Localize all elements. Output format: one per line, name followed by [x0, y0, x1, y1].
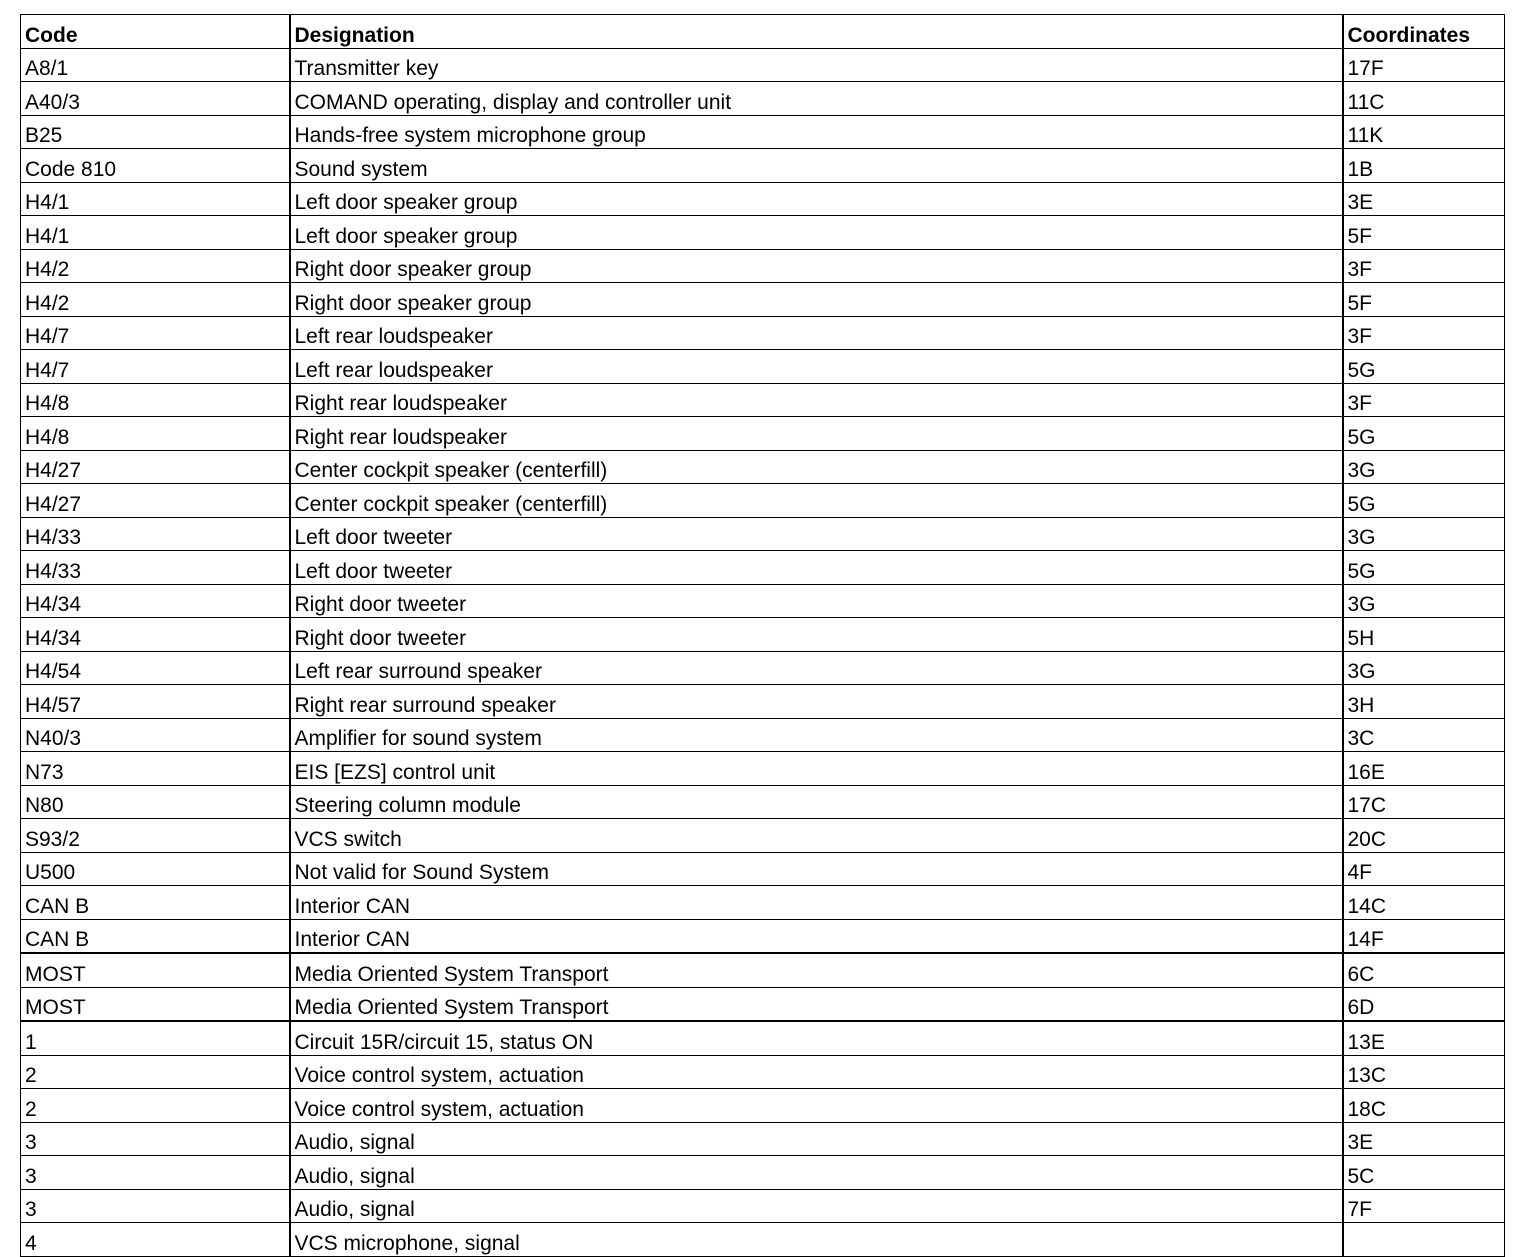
- table-row: [21, 819, 1505, 853]
- cell-code: 3: [21, 1156, 290, 1190]
- cell-code: B25: [21, 115, 290, 149]
- table-body: [21, 48, 1505, 1256]
- cell-coordinates: 5F: [1343, 216, 1505, 250]
- cell-designation: Left door tweeter: [290, 551, 1343, 585]
- cell-code: MOST: [21, 953, 290, 987]
- cell-designation: Steering column module: [290, 785, 1343, 819]
- cell-code: CAN B: [21, 919, 290, 953]
- cell-designation: Left rear loudspeaker: [290, 316, 1343, 350]
- cell-code: H4/33: [21, 517, 290, 551]
- cell-coordinates: 5G: [1343, 417, 1505, 451]
- cell-coordinates: 13E: [1343, 1021, 1505, 1055]
- table-row: [21, 1021, 1505, 1055]
- cell-code: Code 810: [21, 149, 290, 183]
- cell-designation: Right rear surround speaker: [290, 685, 1343, 719]
- cell-coordinates: 20C: [1343, 819, 1505, 853]
- table-row: [21, 149, 1505, 183]
- table-row: [21, 651, 1505, 685]
- cell-coordinates: 5H: [1343, 618, 1505, 652]
- cell-coordinates: 17C: [1343, 785, 1505, 819]
- cell-designation: Not valid for Sound System: [290, 852, 1343, 886]
- cell-code: H4/57: [21, 685, 290, 719]
- cell-code: H4/7: [21, 350, 290, 384]
- cell-code: H4/2: [21, 283, 290, 317]
- cell-designation: Left door speaker group: [290, 216, 1343, 250]
- cell-coordinates: 3H: [1343, 685, 1505, 719]
- cell-coordinates: 3G: [1343, 651, 1505, 685]
- cell-designation: Media Oriented System Transport: [290, 953, 1343, 987]
- table-row: [21, 1122, 1505, 1156]
- cell-coordinates: 14F: [1343, 919, 1505, 953]
- cell-code: N80: [21, 785, 290, 819]
- table-row: [21, 1055, 1505, 1089]
- cell-coordinates: 3G: [1343, 584, 1505, 618]
- table-row: [21, 350, 1505, 384]
- cell-coordinates: 5G: [1343, 484, 1505, 518]
- cell-designation: Voice control system, actuation: [290, 1055, 1343, 1089]
- cell-designation: Audio, signal: [290, 1189, 1343, 1223]
- table-row: [21, 216, 1505, 250]
- cell-code: H4/7: [21, 316, 290, 350]
- table-row: [21, 551, 1505, 585]
- cell-designation: Right door speaker group: [290, 283, 1343, 317]
- cell-designation: Audio, signal: [290, 1156, 1343, 1190]
- table-row: [21, 1223, 1505, 1257]
- cell-designation: VCS switch: [290, 819, 1343, 853]
- cell-code: N40/3: [21, 718, 290, 752]
- cell-coordinates: [1343, 1223, 1505, 1257]
- cell-designation: Interior CAN: [290, 886, 1343, 920]
- cell-code: A8/1: [21, 48, 290, 82]
- table-row: [21, 517, 1505, 551]
- table-row: [21, 283, 1505, 317]
- cell-designation: Circuit 15R/circuit 15, status ON: [290, 1021, 1343, 1055]
- cell-code: H4/1: [21, 216, 290, 250]
- cell-coordinates: 11K: [1343, 115, 1505, 149]
- table-row: [21, 417, 1505, 451]
- cell-code: N73: [21, 752, 290, 786]
- column-header-code: Code: [21, 15, 290, 49]
- cell-designation: Audio, signal: [290, 1122, 1343, 1156]
- table-row: [21, 82, 1505, 116]
- cell-designation: Amplifier for sound system: [290, 718, 1343, 752]
- cell-designation: Voice control system, actuation: [290, 1089, 1343, 1123]
- cell-designation: VCS microphone, signal: [290, 1223, 1343, 1257]
- cell-code: H4/34: [21, 618, 290, 652]
- cell-code: H4/27: [21, 484, 290, 518]
- cell-coordinates: 7F: [1343, 1189, 1505, 1223]
- cell-coordinates: 6D: [1343, 987, 1505, 1021]
- cell-code: 1: [21, 1021, 290, 1055]
- cell-designation: Center cockpit speaker (centerfill): [290, 484, 1343, 518]
- cell-code: H4/34: [21, 584, 290, 618]
- cell-designation: Transmitter key: [290, 48, 1343, 82]
- cell-coordinates: 16E: [1343, 752, 1505, 786]
- cell-designation: Left door tweeter: [290, 517, 1343, 551]
- cell-designation: Right door speaker group: [290, 249, 1343, 283]
- cell-code: 2: [21, 1089, 290, 1123]
- cell-coordinates: 3C: [1343, 718, 1505, 752]
- cell-code: H4/2: [21, 249, 290, 283]
- cell-code: H4/8: [21, 383, 290, 417]
- cell-code: H4/8: [21, 417, 290, 451]
- table-row: [21, 48, 1505, 82]
- cell-designation: Hands-free system microphone group: [290, 115, 1343, 149]
- cell-code: 4: [21, 1223, 290, 1257]
- table-header-row: [21, 15, 1505, 49]
- cell-coordinates: 3E: [1343, 1122, 1505, 1156]
- legend-table-container: [20, 14, 1504, 1257]
- table-row: [21, 953, 1505, 987]
- table-row: [21, 852, 1505, 886]
- cell-coordinates: 6C: [1343, 953, 1505, 987]
- cell-code: A40/3: [21, 82, 290, 116]
- table-row: [21, 685, 1505, 719]
- cell-coordinates: 3G: [1343, 450, 1505, 484]
- cell-coordinates: 11C: [1343, 82, 1505, 116]
- table-row: [21, 785, 1505, 819]
- table-row: [21, 718, 1505, 752]
- cell-designation: Left door speaker group: [290, 182, 1343, 216]
- cell-designation: Center cockpit speaker (centerfill): [290, 450, 1343, 484]
- cell-designation: Media Oriented System Transport: [290, 987, 1343, 1021]
- table-row: [21, 987, 1505, 1021]
- cell-designation: Right door tweeter: [290, 618, 1343, 652]
- cell-coordinates: 3E: [1343, 182, 1505, 216]
- cell-coordinates: 4F: [1343, 852, 1505, 886]
- cell-code: H4/1: [21, 182, 290, 216]
- table-row: [21, 115, 1505, 149]
- cell-coordinates: 5G: [1343, 350, 1505, 384]
- table-row: [21, 316, 1505, 350]
- cell-code: 3: [21, 1122, 290, 1156]
- table-row: [21, 752, 1505, 786]
- cell-coordinates: 18C: [1343, 1089, 1505, 1123]
- table-row: [21, 450, 1505, 484]
- cell-coordinates: 5C: [1343, 1156, 1505, 1190]
- cell-designation: Sound system: [290, 149, 1343, 183]
- cell-designation: Right rear loudspeaker: [290, 383, 1343, 417]
- cell-code: 2: [21, 1055, 290, 1089]
- table-row: [21, 919, 1505, 953]
- cell-designation: Left rear loudspeaker: [290, 350, 1343, 384]
- legend-table: [20, 14, 1505, 1257]
- cell-coordinates: 17F: [1343, 48, 1505, 82]
- cell-code: H4/33: [21, 551, 290, 585]
- table-row: [21, 584, 1505, 618]
- cell-coordinates: 3F: [1343, 249, 1505, 283]
- table-row: [21, 182, 1505, 216]
- table-row: [21, 383, 1505, 417]
- cell-designation: Interior CAN: [290, 919, 1343, 953]
- cell-code: MOST: [21, 987, 290, 1021]
- column-header-coordinates: Coordinates: [1343, 15, 1505, 49]
- cell-coordinates: 5G: [1343, 551, 1505, 585]
- cell-coordinates: 3F: [1343, 383, 1505, 417]
- cell-designation: Right rear loudspeaker: [290, 417, 1343, 451]
- cell-designation: COMAND operating, display and controller unit: [290, 82, 1343, 116]
- cell-code: CAN B: [21, 886, 290, 920]
- table-row: [21, 484, 1505, 518]
- cell-code: H4/27: [21, 450, 290, 484]
- cell-coordinates: 14C: [1343, 886, 1505, 920]
- cell-code: 3: [21, 1189, 290, 1223]
- cell-coordinates: 3F: [1343, 316, 1505, 350]
- cell-designation: EIS [EZS] control unit: [290, 752, 1343, 786]
- cell-coordinates: 13C: [1343, 1055, 1505, 1089]
- cell-code: U500: [21, 852, 290, 886]
- table-row: [21, 618, 1505, 652]
- cell-coordinates: 5F: [1343, 283, 1505, 317]
- table-row: [21, 1089, 1505, 1123]
- table-row: [21, 249, 1505, 283]
- table-row: [21, 1156, 1505, 1190]
- cell-coordinates: 3G: [1343, 517, 1505, 551]
- cell-designation: Left rear surround speaker: [290, 651, 1343, 685]
- column-header-designation: Designation: [290, 15, 1343, 49]
- table-row: [21, 886, 1505, 920]
- cell-coordinates: 1B: [1343, 149, 1505, 183]
- cell-code: S93/2: [21, 819, 290, 853]
- cell-code: H4/54: [21, 651, 290, 685]
- cell-designation: Right door tweeter: [290, 584, 1343, 618]
